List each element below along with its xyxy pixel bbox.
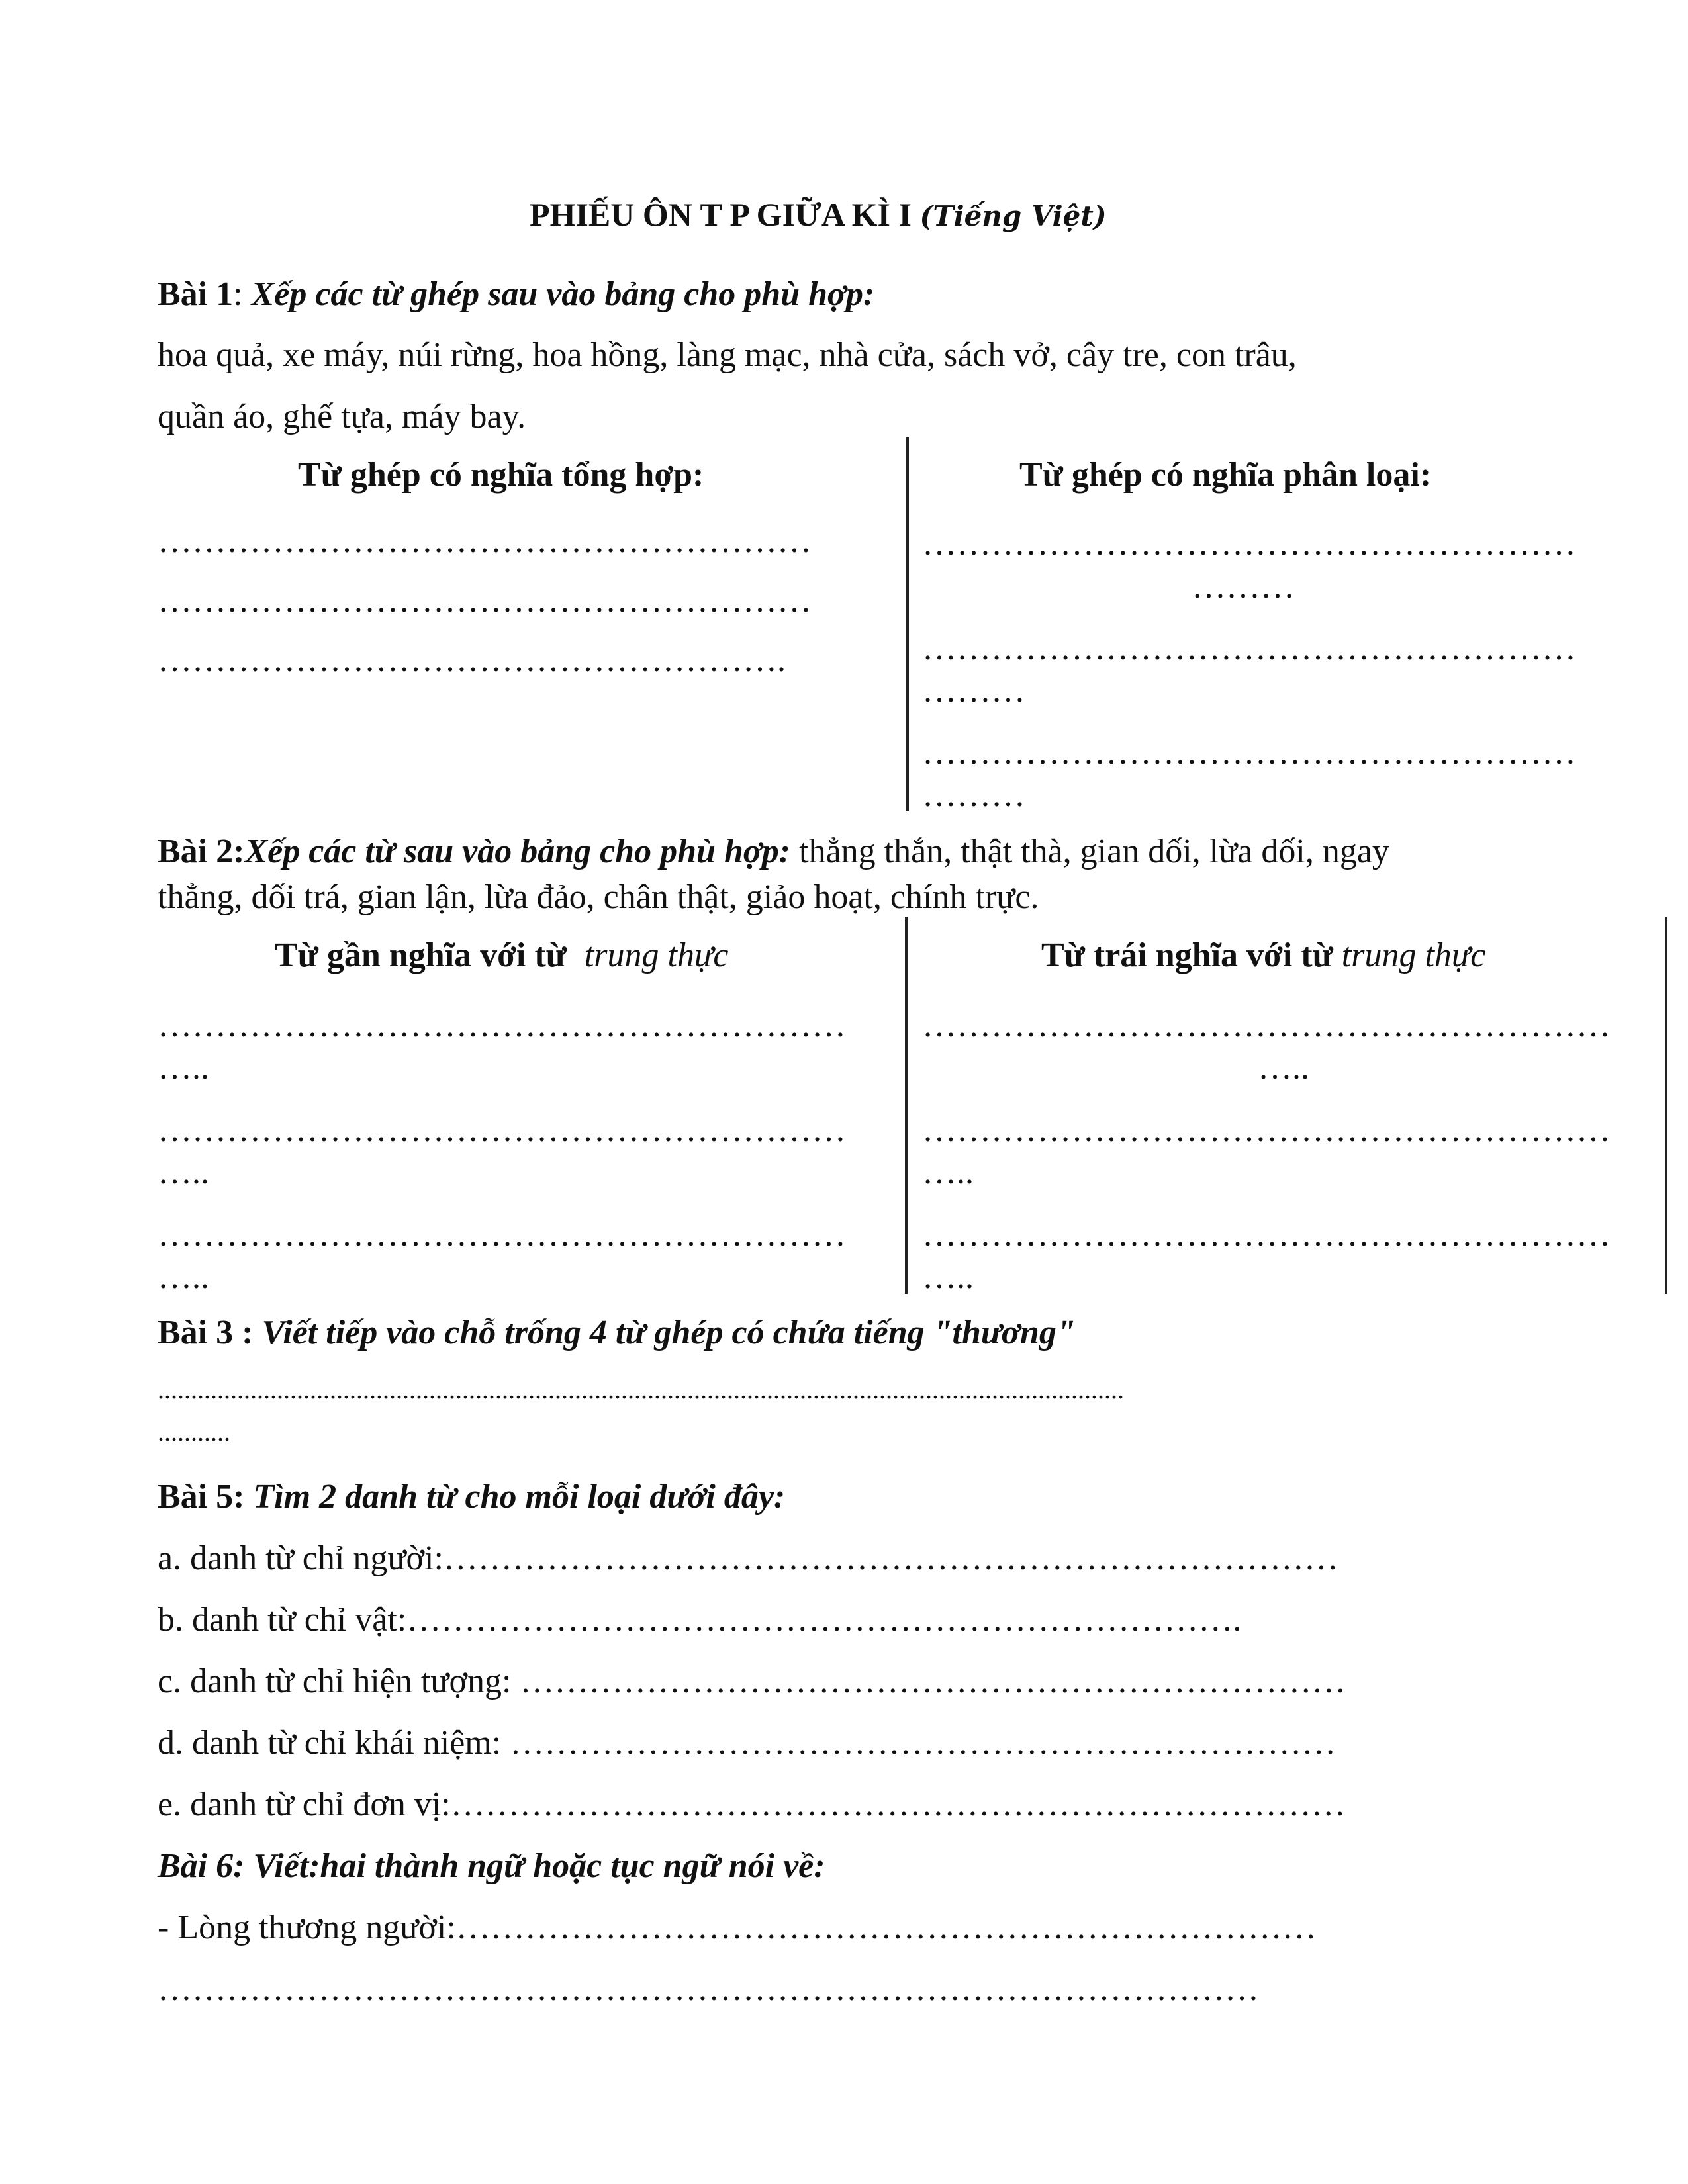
bai2-words-a: thẳng thắn, thật thà, gian dối, lừa dối, ngay bbox=[790, 833, 1389, 870]
bai6-heading bbox=[158, 1845, 825, 1888]
bai2-left-dots-1[interactable]: …………………………………………………… bbox=[158, 1007, 846, 1044]
bai2-left-dots-2[interactable]: …………………………………………………… bbox=[158, 1111, 846, 1149]
bai5-instruction: Tìm 2 danh từ cho mỗi loại dưới đây: bbox=[244, 1478, 786, 1516]
bai1-right-dots-1b[interactable]: ……… bbox=[1192, 568, 1295, 606]
bai3-dots-1[interactable]: .................................................................................................................................................. bbox=[158, 1375, 1124, 1404]
bai1-instruction: Xếp các từ ghép sau vào bảng cho phù hợp: bbox=[251, 275, 875, 313]
bai1-right-dots-2[interactable]: ………………………………………………… bbox=[922, 629, 1576, 667]
bai1-label: Bài 1 bbox=[158, 275, 234, 313]
bai2-instruction: Xếp các từ sau vào bảng cho phù hợp: bbox=[244, 833, 791, 870]
bai5-item-a[interactable]: a. danh từ chỉ người:…………………………………………………………………… bbox=[158, 1539, 1338, 1577]
bai6-label: Bài 6: bbox=[158, 1847, 245, 1885]
bai2-label: Bài 2: bbox=[158, 833, 245, 870]
bai3-label: Bài 3 : bbox=[158, 1314, 254, 1351]
bai2-right-dots-2[interactable]: …………………………………………………… bbox=[922, 1111, 1611, 1149]
bai3-instruction: Viết tiếp vào chỗ trống 4 từ ghép có chứa tiếng "thương" bbox=[253, 1314, 1076, 1351]
bai3-heading bbox=[158, 1312, 1076, 1354]
bai2-right-dots-2b[interactable]: ….. bbox=[922, 1154, 974, 1191]
bai3-dots-2[interactable]: ........... bbox=[158, 1417, 230, 1447]
bai2-right-header bbox=[1041, 934, 1485, 977]
page-title bbox=[530, 195, 1107, 234]
bai1-right-dots-3b[interactable]: ……… bbox=[922, 776, 1025, 814]
bai6-line-2[interactable]: …………………………………………………………………………………… bbox=[158, 1970, 1259, 2008]
bai2-left-dots-1b[interactable]: ….. bbox=[158, 1049, 209, 1087]
bai1-left-dots-1[interactable]: ………………………………………………… bbox=[158, 522, 812, 560]
bai1-right-header: Từ ghép có nghĩa phân loại: bbox=[1019, 456, 1432, 494]
bai2-left-header-italic: trung thực bbox=[584, 936, 729, 974]
bai5-item-e[interactable]: e. danh từ chỉ đơn vị:…………………………………………………………………… bbox=[158, 1786, 1346, 1823]
bai1-left-dots-3[interactable]: ………………………………………………. bbox=[158, 641, 786, 679]
bai2-left-header-text: Từ gần nghĩa với từ bbox=[275, 936, 567, 974]
bai5-label: Bài 5: bbox=[158, 1478, 245, 1516]
bai2-words-b: thẳng, dối trá, gian lận, lừa đảo, chân thật, giảo hoạt, chính trực. bbox=[158, 878, 1039, 916]
bai1-column-divider bbox=[906, 437, 909, 811]
title-subtitle: (Tiếng Việt) bbox=[919, 200, 1107, 232]
bai1-right-dots-1[interactable]: ………………………………………………… bbox=[922, 525, 1576, 563]
bai6-line-1[interactable]: - Lòng thương người:………………………………………………………………… bbox=[158, 1909, 1317, 1946]
title-main: PHIẾU ÔN T P GIỮA KÌ I bbox=[530, 196, 912, 233]
bai2-heading bbox=[158, 831, 1389, 873]
bai1-heading bbox=[158, 273, 874, 316]
bai2-right-header-italic: trung thực bbox=[1341, 936, 1486, 974]
bai1-left-header: Từ ghép có nghĩa tổng hợp: bbox=[298, 456, 704, 494]
bai2-right-header-text: Từ trái nghĩa với từ bbox=[1041, 936, 1333, 974]
bai5-heading bbox=[158, 1476, 785, 1518]
bai2-left-header bbox=[275, 934, 728, 977]
bai2-left-dots-3[interactable]: …………………………………………………… bbox=[158, 1216, 846, 1253]
bai2-right-dots-3b[interactable]: ….. bbox=[922, 1258, 974, 1296]
bai1-right-dots-2b[interactable]: ……… bbox=[922, 672, 1025, 709]
bai1-words-line2: quần áo, ghế tựa, máy bay. bbox=[158, 398, 526, 435]
bai2-right-border bbox=[1665, 917, 1667, 1294]
bai1-right-dots-3[interactable]: ………………………………………………… bbox=[922, 734, 1576, 772]
bai2-right-dots-1[interactable]: …………………………………………………… bbox=[922, 1007, 1611, 1044]
bai1-words-line1: hoa quả, xe máy, núi rừng, hoa hồng, làng mạc, nhà cửa, sách vở, cây tre, con trâu, bbox=[158, 336, 1297, 374]
bai2-column-divider bbox=[905, 917, 908, 1294]
bai6-instruction: Viết:hai thành ngữ hoặc tục ngữ nói về: bbox=[244, 1847, 825, 1885]
bai5-item-c[interactable]: c. danh từ chỉ hiện tượng: ……………………………………………………………… bbox=[158, 1662, 1346, 1700]
bai5-item-d[interactable]: d. danh từ chỉ khái niệm: ……………………………………………………………… bbox=[158, 1724, 1336, 1762]
bai2-right-dots-3[interactable]: …………………………………………………… bbox=[922, 1216, 1611, 1253]
bai2-left-dots-2b[interactable]: ….. bbox=[158, 1154, 209, 1191]
bai1-sep: : bbox=[233, 275, 243, 313]
bai5-item-b[interactable]: b. danh từ chỉ vật:………………………………………………………………. bbox=[158, 1601, 1242, 1639]
bai1-left-dots-2[interactable]: ………………………………………………… bbox=[158, 582, 812, 619]
bai2-right-dots-1b[interactable]: ….. bbox=[1258, 1049, 1309, 1087]
bai2-left-dots-3b[interactable]: ….. bbox=[158, 1258, 209, 1296]
